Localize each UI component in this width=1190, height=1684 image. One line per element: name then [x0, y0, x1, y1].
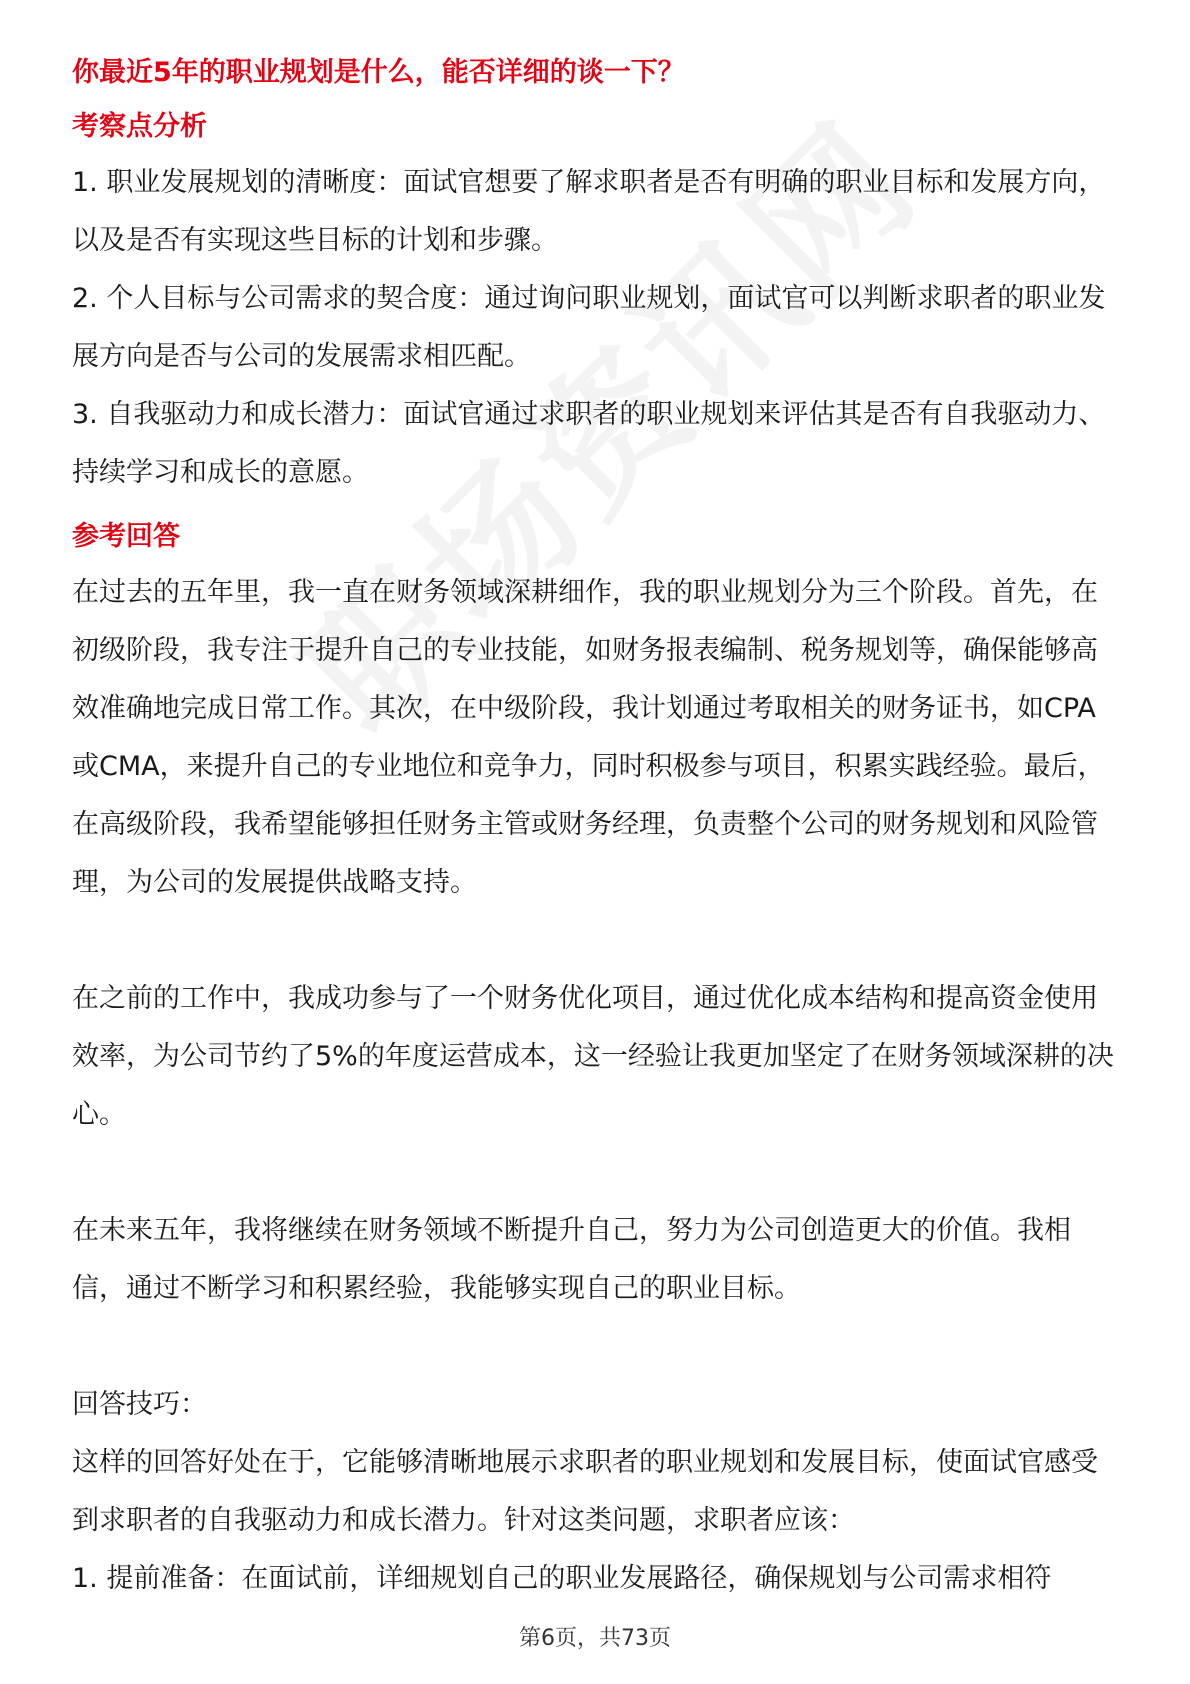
tips-title: 回答技巧： [72, 1389, 207, 1420]
answer-paragraph: 在过去的五年里，我一直在财务领域深耕细作，我的职业规划分为三个阶段。首先，在初级阶段，我专注于提升自己的专业技能，如财务报表编制、税务规划等，确保能够高效准确地完成日常工作。其次，在中级阶段，我计划通过考取相关的财务证书，如CPA或CMA，来提升自己的专业地位和竞争力，同时积极参与项目，积累实践经验。最后，在高级阶段，我希望能够担任财务主管或财务经理，负责整个公司的财务规划和风险管理，为公司的发展提供战略支持。 [72, 577, 1105, 898]
answer-title: 参考回答 [72, 521, 180, 552]
analysis-item: 1. 职业发展规划的清晰度：面试官想要了解求职者是否有明确的职业目标和发展方向，以及是否有实现这些目标的计划和步骤。 [72, 167, 1106, 256]
tips-intro: 这样的回答好处在于，它能够清晰地展示求职者的职业规划和发展目标，使面试官感受到求职者的自我驱动力和成长潜力。针对这类问题，求职者应该： [72, 1447, 1098, 1536]
analysis-title: 考察点分析 [72, 111, 207, 142]
tips-item: 1. 提前准备：在面试前，详细规划自己的职业发展路径，确保规划与公司需求相符 [72, 1563, 1052, 1594]
question-heading: 你最近5年的职业规划是什么，能否详细的谈一下？ [72, 57, 685, 88]
answer-paragraph: 在未来五年，我将继续在财务领域不断提升自己，努力为公司创造更大的价值。我相信，通过不断学习和积累经验，我能够实现自己的职业目标。 [72, 1215, 1071, 1304]
analysis-item: 2. 个人目标与公司需求的契合度：通过询问职业规划，面试官可以判断求职者的职业发展方向是否与公司的发展需求相匹配。 [72, 283, 1106, 372]
analysis-item: 3. 自我驱动力和成长潜力：面试官通过求职者的职业规划来评估其是否有自我驱动力、持续学习和成长的意愿。 [72, 399, 1106, 488]
content [72, 52, 1122, 1608]
page-number-footer: 第6页，共73页 [519, 1626, 671, 1651]
answer-paragraph: 在之前的工作中，我成功参与了一个财务优化项目，通过优化成本结构和提高资金使用效率，为公司节约了5%的年度运营成本，这一经验让我更加坚定了在财务领域深耕的决心。 [72, 983, 1114, 1130]
